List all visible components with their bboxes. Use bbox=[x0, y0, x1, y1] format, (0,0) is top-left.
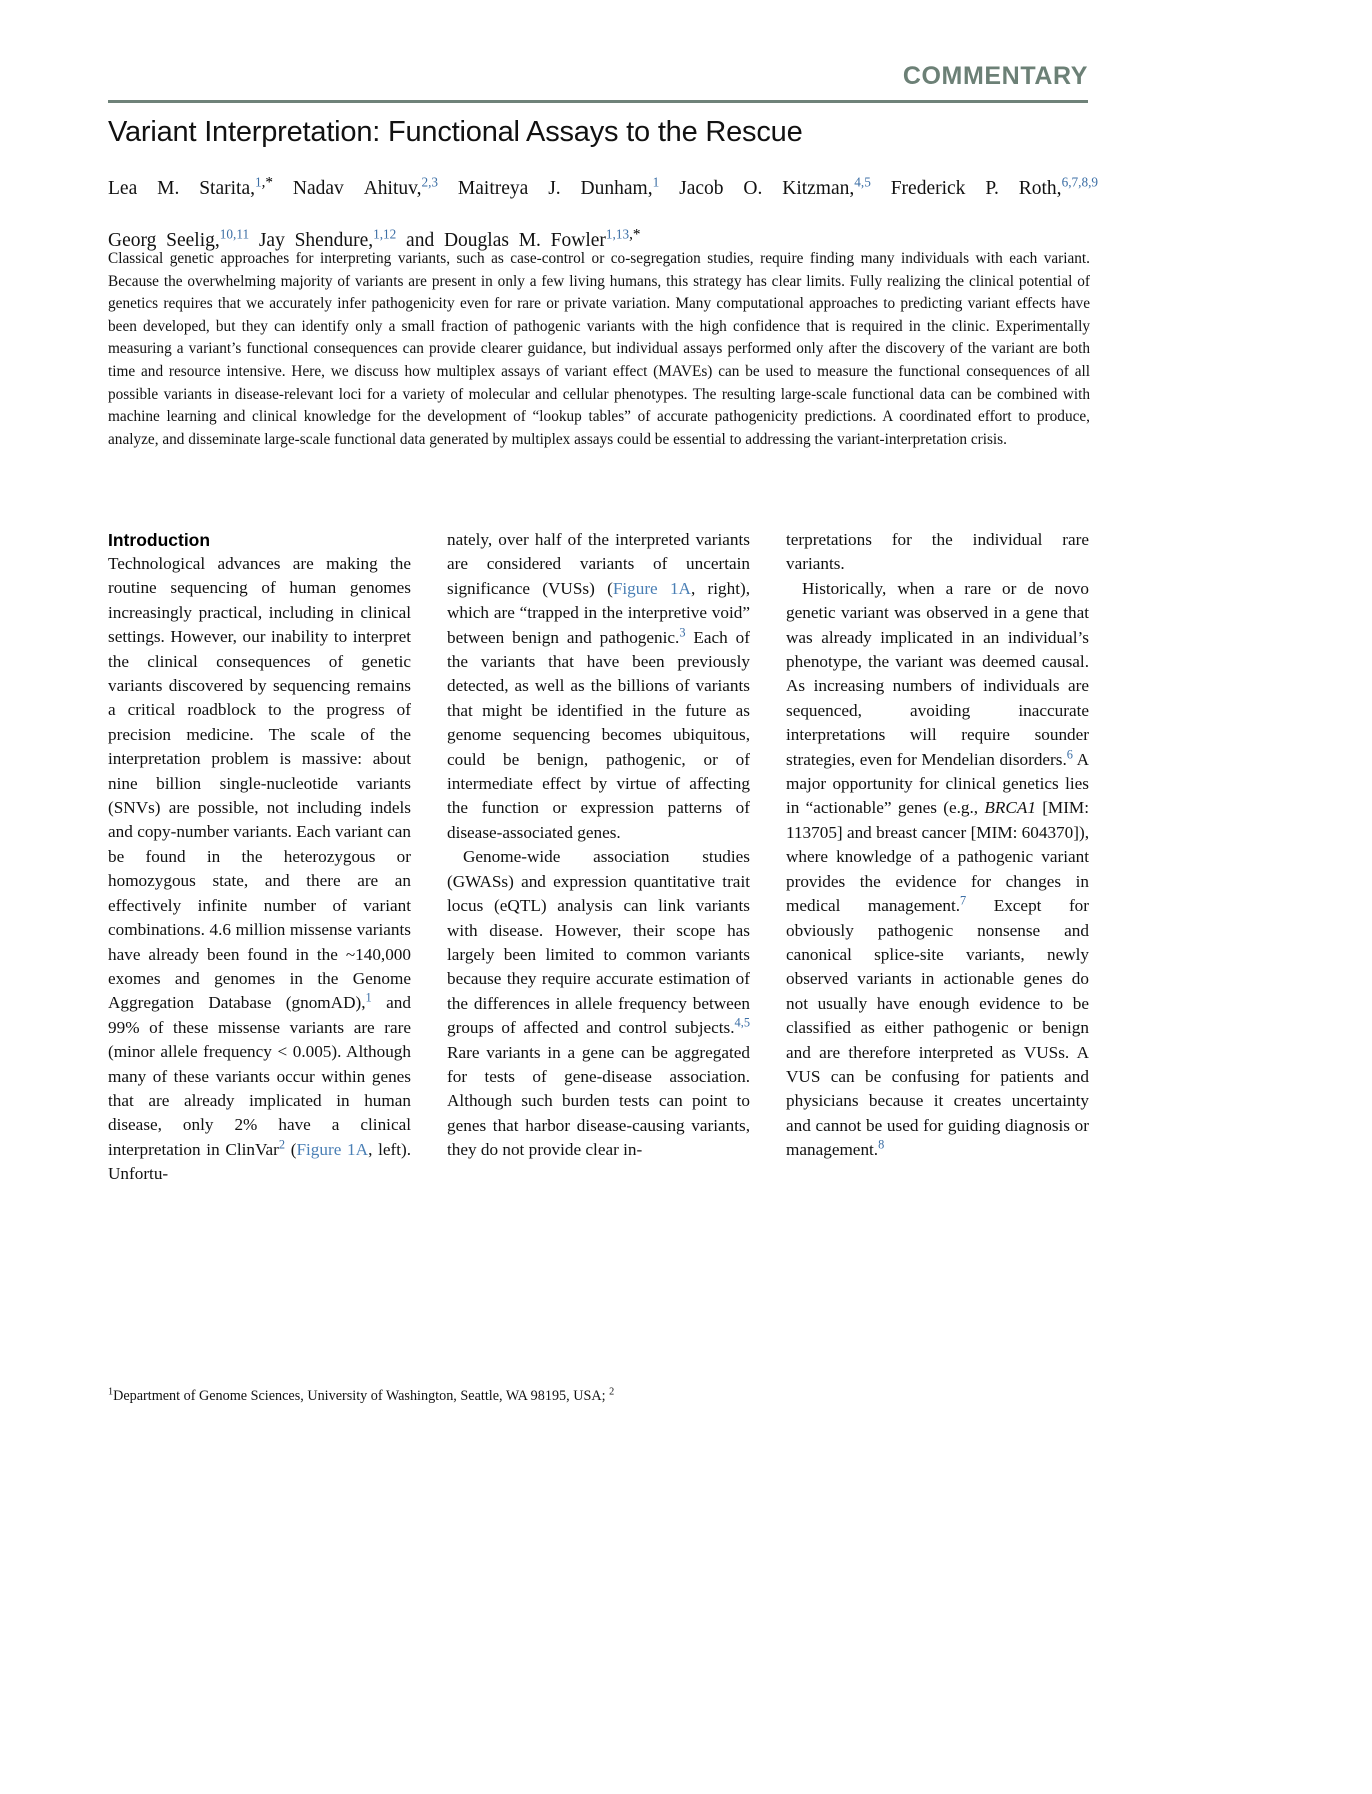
author-line-1: Lea M. Starita,$^{1,*}$ Nadav Ahituv,$^{2,3}$ Maitreya J. Dunham,$^1$ Jacob O. Kitzman,$^{4,5}$ Frederick P. Roth,$^{6,7,8,9}$ bbox=[108, 173, 1098, 199]
body-columns bbox=[108, 528, 1090, 1184]
col2-text-b: , right), which are “trapped in the interpretive void” between benign and pathogenic. bbox=[447, 578, 751, 647]
reference-marker-2[interactable]: 2 bbox=[278, 1137, 286, 1152]
footnote-text: Department of Genome Sciences, University of Washington, Seattle, WA 98195, USA; bbox=[113, 1388, 610, 1404]
col2-text-a: nately, over half of the interpreted variants are considered variants of uncertain significance (VUSs) ( bbox=[447, 530, 750, 598]
col2-text-c: Each of the variants that have been previously detected, as well as the billions of variants that might be identified in the future as genome sequencing becomes ubiquitous, could be benign, pathogenic, or of intermediate effect by virtue of affecting the function or expression patterns of disease-associated genes. bbox=[447, 627, 750, 842]
intro-text-b: and 99% of these missense variants are rare (minor allele frequency < 0.005). Although many of these variants occur within genes that are already implicated in human disease, only 2% have a clinical interpretation in ClinVar bbox=[108, 993, 411, 1159]
intro-text-c: ( bbox=[285, 1139, 297, 1159]
section-heading-introduction: Introduction bbox=[108, 530, 211, 550]
reference-marker-3[interactable]: 3 bbox=[679, 624, 686, 639]
reference-marker-4-5[interactable]: 4,5 bbox=[734, 1015, 750, 1030]
figure-link-1a-right[interactable]: Figure 1A bbox=[612, 578, 691, 598]
author-line-2: Georg Seelig,$^{10,11}$ Jay Shendure,$^{1,12}$ and Douglas M. Fowler$^{1,13,*}$ bbox=[108, 225, 641, 251]
body-column-2 bbox=[447, 528, 750, 1178]
abstract: Classical genetic approaches for interpreting variants, such as case-control or co-segregation studies, require finding many individuals with each variant. Because the overwhelming majority of variants are present in only a few living humans, this strategy has clear limits. Fully realizing the clinical potential of genetics requires that we accurately infer pathogenicity even for rare or private variation. Many computational approaches to predicting variant effects have been developed, but they can identify only a small fraction of pathogenic variants with the high confidence that is required in the clinic. Experimentally measuring a variant’s functional consequences can provide clearer guidance, but individual assays performed only after the discovery of the variant are both time and resource intensive. Here, we discuss how multiplex assays of variant effect (MAVEs) can be used to measure the functional consequences of all possible variants in disease-relevant loci for a variety of molecular and cellular phenotypes. The resulting large-scale functional data can be combined with machine learning and clinical knowledge for the development of “lookup tables” of accurate pathogenicity predictions. A coordinated effort to produce, analyze, and disseminate large-scale functional data generated by multiplex assays could be essential to addressing the variant-interpretation crisis. bbox=[108, 250, 1090, 448]
page-title: Variant Interpretation: Functional Assays to the Rescue bbox=[108, 116, 803, 148]
reference-marker-7[interactable]: 7 bbox=[960, 893, 967, 908]
paragraph-intro-1 bbox=[108, 552, 411, 1187]
reference-marker-6[interactable]: 6 bbox=[1066, 746, 1073, 761]
paragraph-col2-2 bbox=[447, 845, 750, 1162]
col3-text-b: A major opportunity for clinical genetics lies in “actionable” genes (e.g., bbox=[786, 749, 1090, 818]
article-type-label: COMMENTARY bbox=[902, 62, 1088, 90]
body-column-1 bbox=[108, 528, 411, 1184]
reference-marker-8[interactable]: 8 bbox=[878, 1137, 885, 1152]
intro-text-d: , left). Unfortu- bbox=[108, 1139, 411, 1184]
header-divider bbox=[108, 100, 1088, 103]
reference-marker-1[interactable]: 1 bbox=[365, 990, 372, 1005]
col3-text-a: Historically, when a rare or de novo genetic variant was observed in a gene that was already implicated in an individual’s phenotype, the variant was deemed causal. As increasing numbers of individuals are sequenced, avoiding inaccurate interpretations will require sounder strategies, even for Mendelian disorders. bbox=[786, 578, 1089, 769]
paragraph-col3-1: terpretations for the individual rare variants. bbox=[786, 530, 1089, 574]
footnote-trailing-marker: 2 bbox=[609, 1386, 615, 1398]
masthead bbox=[108, 62, 1088, 91]
body-column-3 bbox=[786, 528, 1089, 1178]
affiliation-footnote bbox=[108, 1386, 748, 1406]
gene-name-brca1: BRCA1 bbox=[984, 798, 1036, 818]
col2-p2-text-a: Genome-wide association studies (GWASs) and expression quantitative trait locus (eQTL) analysis can link variants with disease. However, their scope has largely been limited to common variants because they require accurate estimation of the differences in allele frequency between groups of affected and control subjects. bbox=[447, 847, 750, 1038]
footnote-marker: 1 bbox=[108, 1386, 114, 1398]
figure-link-1a-left[interactable]: Figure 1A bbox=[296, 1139, 369, 1159]
author-list bbox=[108, 173, 1098, 254]
paragraph-col2-1 bbox=[447, 528, 750, 845]
col3-text-d: Except for obviously pathogenic nonsense and canonical splice-site variants, newly observed variants in actionable genes do not usually have enough evidence to be classified as either pathogenic or benign and are therefore interpreted as VUSs. A VUS can be confusing for patients and physicians because it creates uncertainty and cannot be used for guiding diagnosis or management. bbox=[786, 896, 1089, 1160]
col3-text-c: [MIM: 113705] and breast cancer [MIM: 604370]), where knowledge of a pathogenic variant provides the evidence for changes in medical management. bbox=[786, 798, 1089, 916]
col2-p2-text-b: Rare variants in a gene can be aggregated for tests of gene-disease association. Although such burden tests can point to genes that harbor disease-causing variants, they do not provide clear in- bbox=[447, 1042, 750, 1160]
paragraph-col3-2 bbox=[786, 577, 1089, 1163]
intro-text-a: Technological advances are making the routine sequencing of human genomes increasingly practical, including in clinical settings. However, our inability to interpret the clinical consequences of genetic variants discovered by sequencing remains a critical roadblock to the progress of precision medicine. The scale of the interpretation problem is massive: about nine billion single-nucleotide variants (SNVs) are possible, not including indels and copy-number variants. Each variant can be found in the heterozygous or homozygous state, and there are an effectively infinite number of variant combinations. 4.6 million missense variants have already been found in the ~140,000 exomes and genomes in the Genome Aggregation Database (gnomAD), bbox=[108, 554, 411, 1013]
